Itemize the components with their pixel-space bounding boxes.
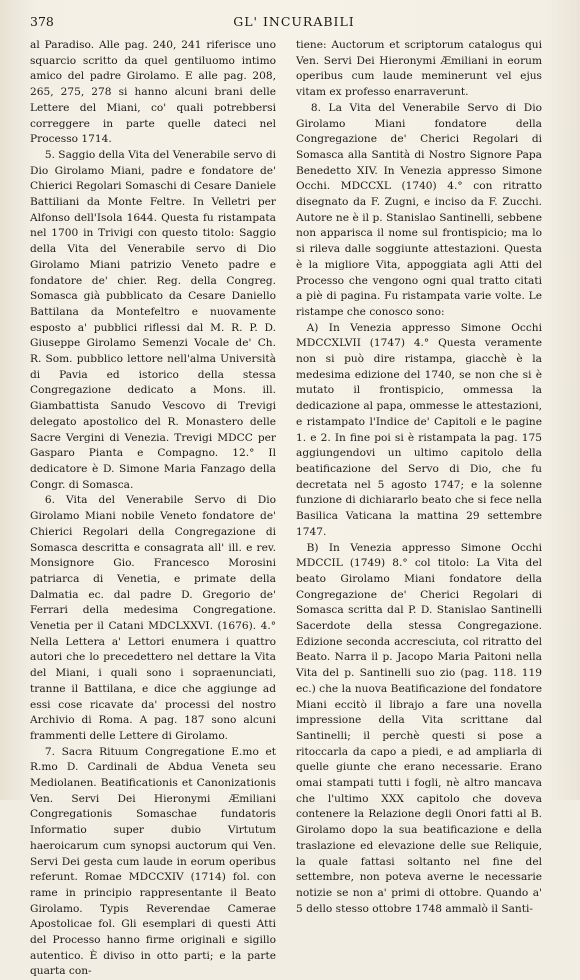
paragraph-continuation: tiene: Auctorum et scriptorum catalogus qui Ven. Servi Dei Hieronymi Æmiliani in eorum operibus cum laude meminerunt vel ejus vitam ex professo enarraverunt.: [296, 39, 542, 99]
left-column: [30, 38, 276, 980]
paragraph-entry-8b: B) In Venezia appresso Simone Occhi MDCCIL (1749) 8.° col titolo: La Vita del beato Girolamo Miani fondatore della Congregazione de' Cherici Regolari di Somasca scritta dal P. D. Stanislao Santinelli Sacerdote della stessa Congregazione. Edizione seconda accresciuta, col ritratto del Beato. Narra il p. Jacopo Maria Paitoni nella Vita del p. Santinelli suo zio (pag. 118. 119 ec.) che la nuova Beatificazione del fondatore Miani eccitò il librajo a fare una novella impressione della Vita scrittane dal Santinelli; il perchè questi si pose a ritoccarla da capo a piedi, e ad ampliarla di quelle giunte che erano necessarie. Erano omai stampati tutti i fogli, nè altro mancava che l'ultimo XXX capitolo che doveva contenere la Relazione degli Onori fatti al B. Girolamo dopo la sua beatificazione e della traslazione ed elevazione delle sue Reliquie, la quale fattasi soltanto nel fine del settembre, non poteva averne le necessarie notizie se non a' primi di ottobre. Quando a' 5 dello stesso ottobre 1748 ammalò il Santi-: [296, 541, 542, 915]
page-number: 378: [30, 14, 54, 29]
page-header: [30, 14, 558, 36]
paragraph-entry-7: 7. Sacra Rituum Congregatione E.mo et R.mo D. Cardinali de Abdua Veneta seu Mediolanen. Beatificationis et Canonizationis Ven. Servi Dei Hieronymi Æmiliani Congregationis Somaschae fundatoris Informatio super dubio Virtutum haeroicarum cum synopsi auctorum qui Ven. Servi Dei gesta cum laude in eorum operibus referunt. Romae MDCCXIV (1714) fol. con rame in principio rappresentante il Beato Girolamo. Typis Reverendae Camerae Apostolicae fol. Gli esemplari di questi Atti del Processo hanno firme originali e sigillo autentico. È diviso in otto parti; e la parte quarta con-: [30, 745, 276, 978]
paragraph-entry-8a: A) In Venezia appresso Simone Occhi MDCCXLVII (1747) 4.° Questa veramente non si può dire ristampa, giacchè è la medesima edizione del 1740, se non che si è mutato il frontispicio, ommessa la dedicazione al papa, ommesse le attestazioni, e ristampato l'Indice de' Capitoli e le pagine 1. e 2. In fine poi si è ristampata la pag. 175 aggiungendovi un ultimo capitolo della beatificazione del Servo di Dio, che fu decretata nel 5 agosto 1747; e la solenne funzione di dichiararlo beato che si fece nella Basilica Vaticana la mattina 29 settembre 1747.: [296, 321, 542, 538]
right-column: [296, 38, 542, 917]
paragraph-entry-6: 6. Vita del Venerabile Servo di Dio Girolamo Miani nobile Veneto fondatore de' Chierici Regolari della Congregazione di Somasca descritta e consagrata all' ill. e rev. Monsignore Gio. Francesco Morosini patriarca di Venetia, e primate della Dalmatia ec. dal padre D. Gregorio de' Ferrari della medesima Congregatione. Venetia per il Catani MDCLXXVI. (1676). 4.° Nella Lettera a' Lettori enumera i quattro autori che lo precedettero nel dettare la Vita del Miani, i quali sono i sopraenunciati, tranne il Battilana, e dice che aggiunge ad essi cose ricavate da' processi del nostro Archivio di Roma. A pag. 187 sono alcuni frammenti delle Lettere di Girolamo.: [30, 494, 276, 742]
paragraph-entry-8: 8. La Vita del Venerabile Servo di Dio Girolamo Miani fondatore della Congregazione de' Cherici Regolari di Somasca alla Santità di Nostro Signore Papa Benedetto XIV. In Venezia appresso Simone Occhi. MDCCXL (1740) 4.° con ritratto disegnato da F. Zugni, e inciso da F. Zucchi. Autore ne è il p. Stanislao Santinelli, sebbene non apparisca il nome sul frontispicio; ma lo si rileva dalle soggiunte attestazioni. Questa è la migliore Vita, appoggiata agli Atti del Processo che vengono ogni qual tratto citati a piè di pagina. Fu ristampata varie volte. Le ristampe che conosco sono:: [296, 101, 542, 318]
paragraph-entry-5: 5. Saggio della Vita del Venerabile servo di Dio Girolamo Miani, padre e fondatore de' Chierici Regolari Somaschi di Cesare Daniele Battiliani da Monte Feltre. In Velletri per Alfonso dell'Isola 1644. Questa fu ristampata nel 1700 in Trivigi con questo titolo: Saggio della Vita del Venerabile servo di Dio Girolamo Miani patrizio Veneto padre e fondatore de' chier. Reg. della Congreg. Somasca già pubblicato da Cesare Daniello Battilana da Montefeltro e nuovamente esposto a' pubblici riflessi dal M. R. P. D. Giuseppe Girolamo Semenzi Vocale de' Ch. R. Som. pubblico lettore nell'alma Università di Pavia ed istorico della stessa Congregazione dedicato a Mons. ill. Giambattista Sanudo Vescovo di Trevigi delegato apostolico del R. Monastero delle Sacre Vergini di Venezia. Trevigi MDCC per Gasparo Pianta e Compagno. 12.° Il dedicatore è D. Simone Maria Fanzago della Congr. di Somasca.: [30, 148, 276, 491]
running-title: GL' INCURABILI: [233, 14, 355, 29]
paragraph-continuation: al Paradiso. Alle pag. 240, 241 riferisce uno squarcio scritto da quel gentiluomo intimo amico del padre Girolamo. E alle pag. 208, 265, 275, 278 si hanno alcuni brani delle Lettere del Miani, co' quali potrebbersi correggere in parte quelle dateci nel Processo 1714.: [30, 39, 276, 146]
